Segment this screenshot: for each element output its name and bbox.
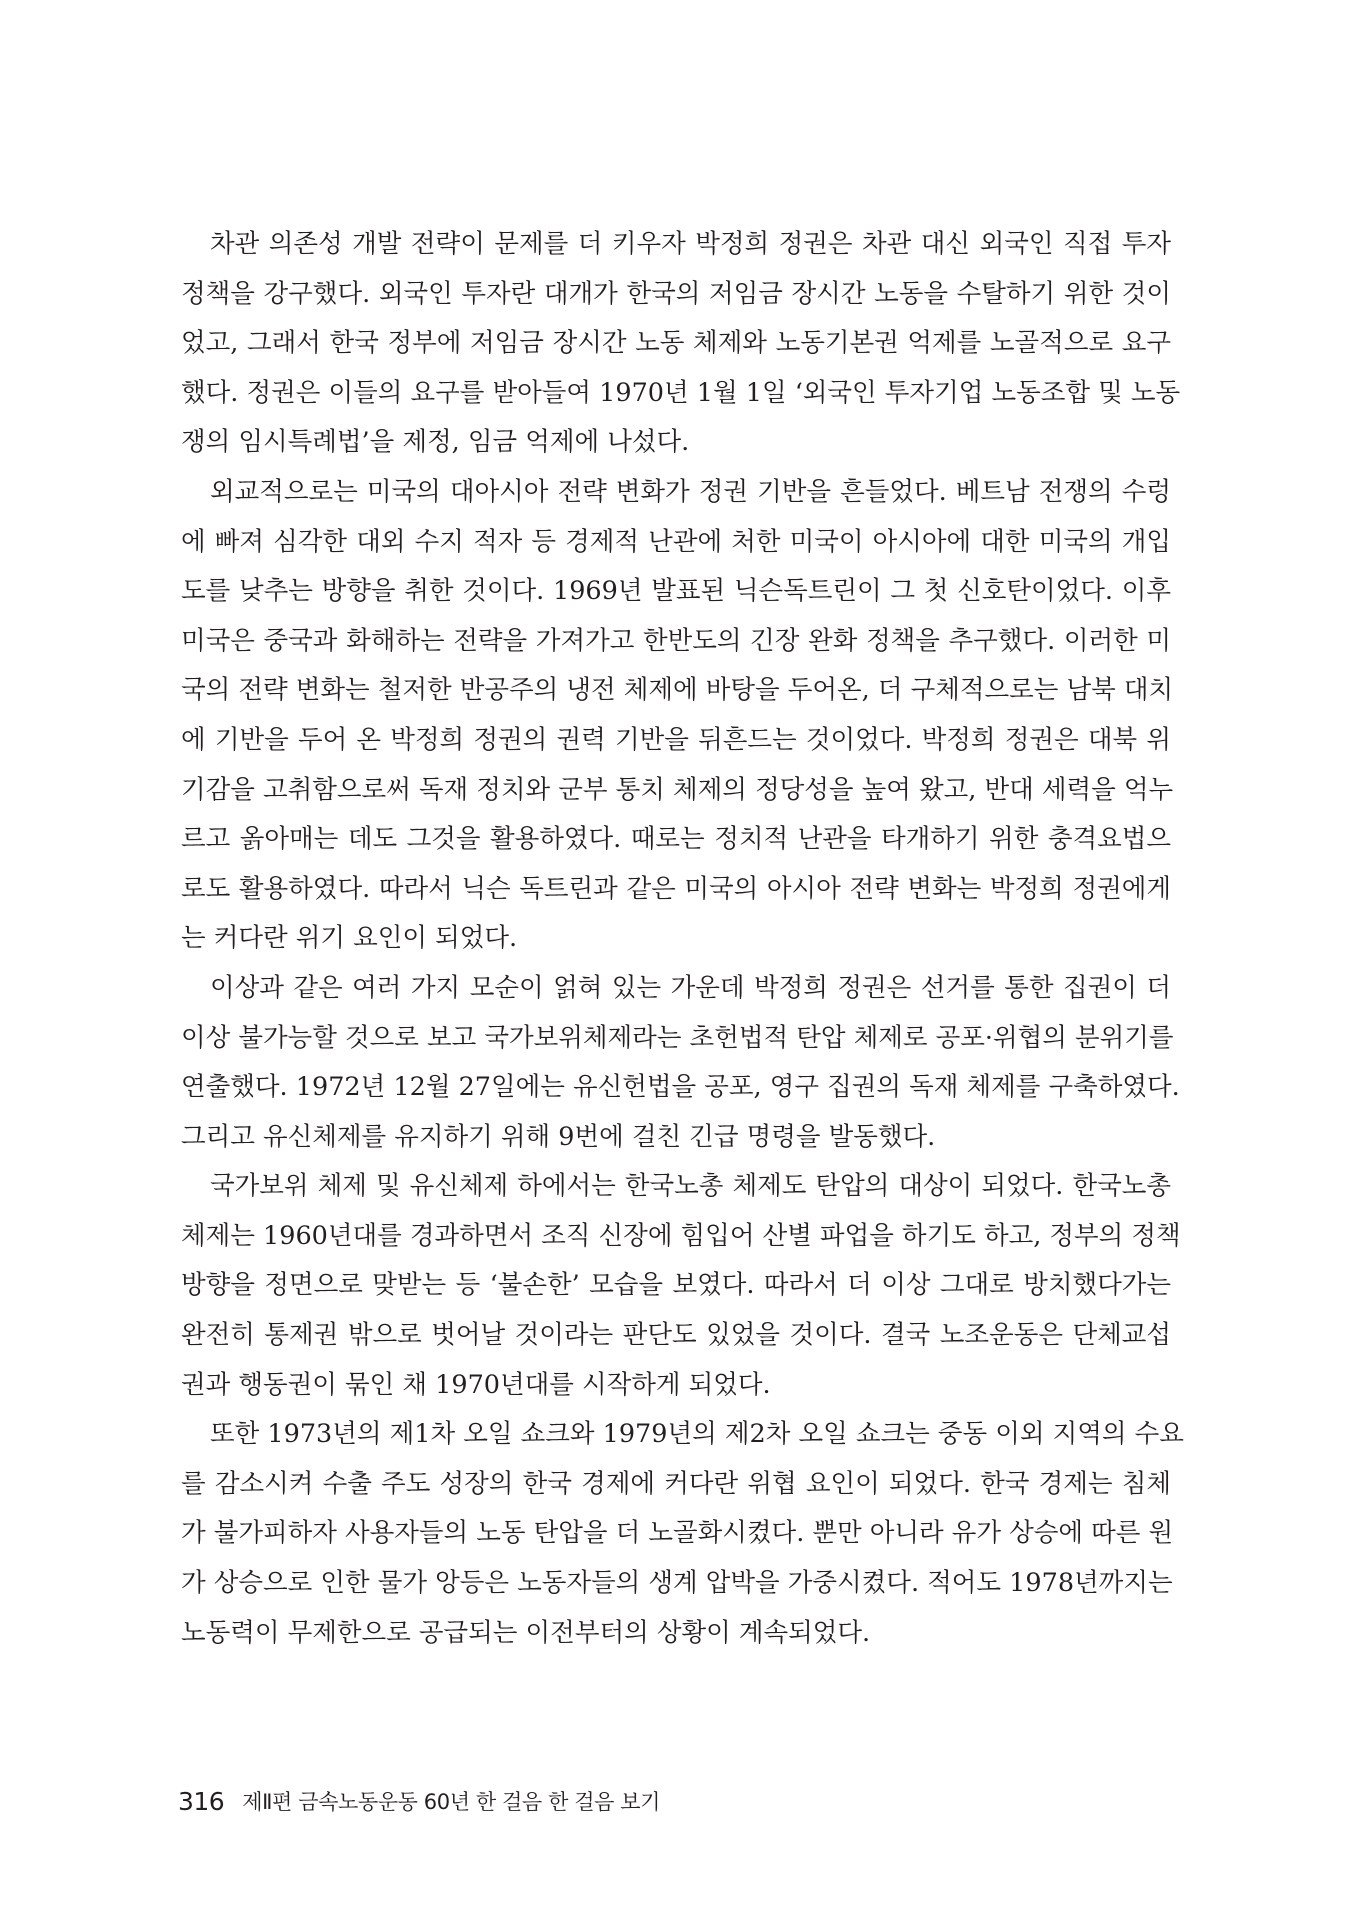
text-line: 또한 1973년의 제1차 오일 쇼크와 1979년의 제2차 오일 쇼크는 중동 이외 지역의 수요 [210,1419,1184,1450]
page-footer [178,1783,660,1819]
text-line: 가 불가피하자 사용자들의 노동 탄압을 더 노골화시켰다. 뿐만 아니라 유가 상승에 따른 원 [181,1518,1174,1549]
text-line: 완전히 통제권 밖으로 벗어날 것이라는 판단도 있었을 것이다. 결국 노조운동은 단체교섭 [181,1320,1171,1351]
text-line: 쟁의 임시특례법’을 제정, 임금 억제에 나섰다. [181,427,690,458]
text-line: 이상 불가능할 것으로 보고 국가보위체제라는 초헌법적 탄압 체제로 공포·위협의 분위기를 [181,1022,1174,1053]
text-line: 었고, 그래서 한국 정부에 저임금 장시간 노동 체제와 노동기본권 억제를 노골적으로 요구 [181,328,1171,359]
text-line: 국의 전략 변화는 철저한 반공주의 냉전 체제에 바탕을 두어온, 더 구체적으로는 남북 대치 [181,675,1174,706]
paragraph-5 [181,1410,1184,1658]
text-line: 했다. 정권은 이들의 요구를 받아들여 1970년 1월 1일 ‘외국인 투자기업 노동조합 및 노동 [181,377,1181,408]
text-line: 기감을 고취함으로써 독재 정치와 군부 통치 체제의 정당성을 높여 왔고, 반대 세력을 억누 [181,774,1174,805]
text-line: 에 빠져 심각한 대외 수지 적자 등 경제적 난관에 처한 미국이 아시아에 대한 미국의 개입 [181,526,1171,557]
text-line: 로도 활용하였다. 따라서 닉슨 독트린과 같은 미국의 아시아 전략 변화는 박정희 정권에게 [181,873,1171,904]
body-text [181,220,1184,1658]
running-title: 제Ⅱ편 금속노동운동 60년 한 걸음 한 걸음 보기 [242,1790,661,1814]
text-line: 차관 의존성 개발 전략이 문제를 더 키우자 박정희 정권은 차관 대신 외국인 직접 투자 [210,229,1171,259]
page-number: 316 [178,1786,225,1816]
paragraph-4 [181,1162,1181,1410]
paragraph-1 [181,220,1181,468]
text-line: 정책을 강구했다. 외국인 투자란 대개가 한국의 저임금 장시간 노동을 수탈하기 위한 것이 [181,278,1171,309]
text-line: 방향을 정면으로 맞받는 등 ‘불손한’ 모습을 보였다. 따라서 더 이상 그대로 방치했다가는 [181,1270,1171,1301]
text-line: 그리고 유신체제를 유지하기 위해 9번에 걸친 긴급 명령을 발동했다. [181,1121,936,1152]
text-line: 권과 행동권이 묶인 채 1970년대를 시작하게 되었다. [181,1369,771,1400]
paragraph-3 [181,964,1180,1162]
text-line: 노동력이 무제한으로 공급되는 이전부터의 상황이 계속되었다. [181,1617,871,1648]
text-line: 미국은 중국과 화해하는 전략을 가져가고 한반도의 긴장 완화 정책을 추구했다. 이러한 미 [181,625,1171,656]
text-line: 이상과 같은 여러 가지 모순이 얽혀 있는 가운데 박정희 정권은 선거를 통한 집권이 더 [210,972,1171,1003]
text-line: 국가보위 체제 및 유신체제 하에서는 한국노총 체제도 탄압의 대상이 되었다. 한국노총 [210,1171,1171,1202]
text-line: 도를 낮추는 방향을 취한 것이다. 1969년 발표된 닉슨독트린이 그 첫 신호탄이었다. 이후 [181,576,1171,607]
paragraph-2 [181,468,1174,964]
text-line: 에 기반을 두어 온 박정희 정권의 권력 기반을 뒤흔드는 것이었다. 박정희 정권은 대북 위 [181,724,1171,755]
text-line: 르고 옭아매는 데도 그것을 활용하였다. 때로는 정치적 난관을 타개하기 위한 충격요법으 [181,824,1171,855]
text-line: 외교적으로는 미국의 대아시아 전략 변화가 정권 기반을 흔들었다. 베트남 전쟁의 수렁 [210,476,1171,507]
text-line: 는 커다란 위기 요인이 되었다. [181,923,518,954]
text-line: 를 감소시켜 수출 주도 성장의 한국 경제에 커다란 위협 요인이 되었다. 한국 경제는 침체 [181,1468,1171,1499]
text-line: 체제는 1960년대를 경과하면서 조직 신장에 힘입어 산별 파업을 하기도 하고, 정부의 정책 [181,1220,1181,1251]
text-line: 가 상승으로 인한 물가 앙등은 노동자들의 생계 압박을 가중시켰다. 적어도 1978년까지는 [181,1568,1173,1599]
text-line: 연출했다. 1972년 12월 27일에는 유신헌법을 공포, 영구 집권의 독재 체제를 구축하였다. [181,1072,1180,1103]
